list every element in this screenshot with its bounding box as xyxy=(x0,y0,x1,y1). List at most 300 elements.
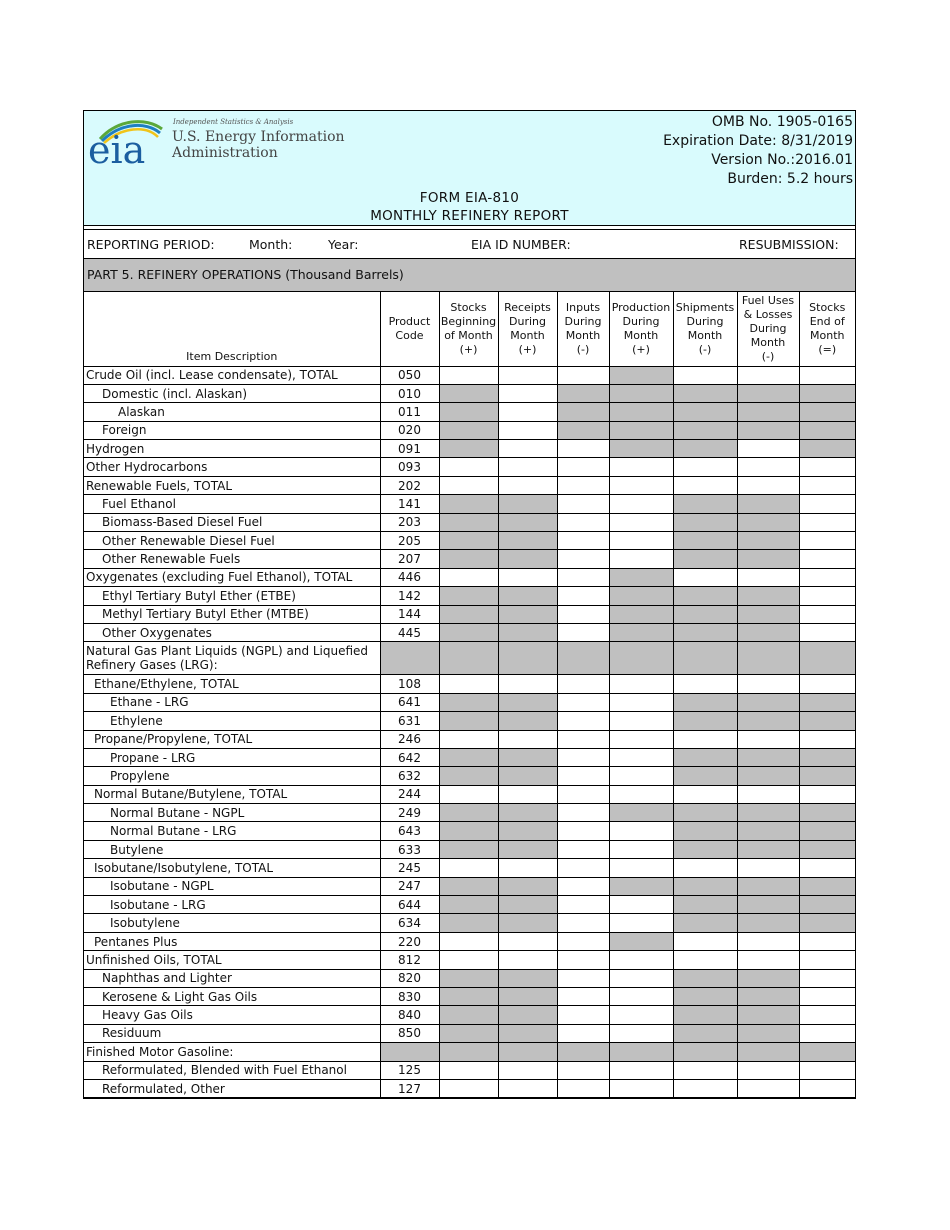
entry-cell[interactable] xyxy=(439,859,498,877)
entry-cell[interactable] xyxy=(498,951,557,969)
part-title-bar xyxy=(84,259,855,292)
item-description: Hydrogen xyxy=(84,440,380,458)
product-code: 011 xyxy=(380,403,439,421)
product-code: 205 xyxy=(380,532,439,550)
entry-cell[interactable] xyxy=(439,568,498,586)
entry-cell[interactable] xyxy=(557,458,609,476)
entry-cell[interactable] xyxy=(498,932,557,950)
table-row xyxy=(84,642,855,675)
entry-cell[interactable] xyxy=(557,532,609,550)
form-number: FORM EIA-810 xyxy=(419,190,520,206)
entry-cell[interactable] xyxy=(673,730,737,748)
entry-cell[interactable] xyxy=(557,767,609,785)
shaded-cell xyxy=(609,403,673,421)
entry-cell[interactable] xyxy=(557,513,609,531)
form-name: MONTHLY REFINERY REPORT xyxy=(370,208,569,224)
entry-cell[interactable] xyxy=(609,476,673,494)
entry-cell[interactable] xyxy=(439,730,498,748)
shaded-cell xyxy=(439,804,498,822)
entry-cell[interactable] xyxy=(557,859,609,877)
shaded-cell xyxy=(557,1043,609,1061)
shaded-cell xyxy=(673,642,737,675)
entry-cell[interactable] xyxy=(737,366,799,384)
shaded-cell xyxy=(609,440,673,458)
column-header-row xyxy=(84,292,855,366)
table-row xyxy=(84,1043,855,1061)
entry-cell[interactable] xyxy=(609,675,673,693)
entry-cell[interactable] xyxy=(498,568,557,586)
product-code: 644 xyxy=(380,896,439,914)
shaded-cell xyxy=(799,1043,855,1061)
year-field[interactable]: Year: xyxy=(328,237,359,252)
entry-cell[interactable] xyxy=(609,730,673,748)
table-row xyxy=(84,1061,855,1079)
entry-cell[interactable] xyxy=(673,476,737,494)
table-row xyxy=(84,840,855,858)
entry-cell[interactable] xyxy=(673,1079,737,1097)
item-description: Foreign xyxy=(84,421,380,439)
table-row xyxy=(84,859,855,877)
entry-cell[interactable] xyxy=(498,859,557,877)
shaded-cell xyxy=(673,712,737,730)
entry-cell[interactable] xyxy=(609,532,673,550)
entry-cell[interactable] xyxy=(737,458,799,476)
entry-cell[interactable] xyxy=(609,951,673,969)
entry-cell[interactable] xyxy=(609,988,673,1006)
shaded-cell xyxy=(439,1043,498,1061)
shaded-cell xyxy=(799,914,855,932)
entry-cell[interactable] xyxy=(673,951,737,969)
entry-cell[interactable] xyxy=(673,1061,737,1079)
entry-cell[interactable] xyxy=(557,730,609,748)
shaded-cell xyxy=(799,403,855,421)
entry-cell[interactable] xyxy=(799,1024,855,1042)
product-code: 247 xyxy=(380,877,439,895)
entry-cell[interactable] xyxy=(737,785,799,803)
entry-cell[interactable] xyxy=(737,675,799,693)
entry-cell[interactable] xyxy=(557,550,609,568)
shaded-cell xyxy=(609,587,673,605)
entry-cell[interactable] xyxy=(737,476,799,494)
resubmission-field[interactable]: RESUBMISSION: xyxy=(739,237,839,252)
shaded-cell xyxy=(498,587,557,605)
item-description: Naphthas and Lighter xyxy=(84,969,380,987)
entry-cell[interactable] xyxy=(609,859,673,877)
shaded-cell xyxy=(498,840,557,858)
table-row xyxy=(84,403,855,421)
entry-cell[interactable] xyxy=(737,1079,799,1097)
shaded-cell xyxy=(673,550,737,568)
column-header: Product Code xyxy=(380,292,439,366)
entry-cell[interactable] xyxy=(557,1024,609,1042)
entry-cell[interactable] xyxy=(557,366,609,384)
entry-cell[interactable] xyxy=(557,840,609,858)
entry-cell[interactable] xyxy=(609,712,673,730)
entry-cell[interactable] xyxy=(439,932,498,950)
svg-text:eia: eia xyxy=(88,128,146,172)
item-description: Normal Butane - LRG xyxy=(84,822,380,840)
entry-cell[interactable] xyxy=(498,403,557,421)
item-description: Biomass-Based Diesel Fuel xyxy=(84,513,380,531)
entry-cell[interactable] xyxy=(673,675,737,693)
shaded-cell xyxy=(673,840,737,858)
entry-cell[interactable] xyxy=(439,458,498,476)
table-row xyxy=(84,785,855,803)
entry-cell[interactable] xyxy=(799,458,855,476)
shaded-cell xyxy=(498,804,557,822)
entry-cell[interactable] xyxy=(557,712,609,730)
entry-cell[interactable] xyxy=(557,804,609,822)
table-row xyxy=(84,951,855,969)
product-code: 244 xyxy=(380,785,439,803)
product-code: 125 xyxy=(380,1061,439,1079)
column-header: Fuel Uses & Losses During Month (-) xyxy=(737,292,799,366)
shaded-cell xyxy=(673,1024,737,1042)
entry-cell[interactable] xyxy=(609,822,673,840)
shaded-cell xyxy=(673,421,737,439)
item-description: Methyl Tertiary Butyl Ether (MTBE) xyxy=(84,605,380,623)
shaded-cell xyxy=(609,366,673,384)
agency-name-line2: Administration xyxy=(172,145,278,161)
entry-cell[interactable] xyxy=(799,969,855,987)
entry-cell[interactable] xyxy=(737,932,799,950)
shaded-cell xyxy=(498,495,557,513)
entry-cell[interactable] xyxy=(609,1079,673,1097)
table-row xyxy=(84,623,855,641)
entry-cell[interactable] xyxy=(557,988,609,1006)
form-header xyxy=(84,111,855,226)
shaded-cell xyxy=(673,969,737,987)
shaded-cell xyxy=(439,712,498,730)
item-description: Renewable Fuels, TOTAL xyxy=(84,476,380,494)
entry-cell[interactable] xyxy=(557,896,609,914)
entry-cell[interactable] xyxy=(439,675,498,693)
product-code: 010 xyxy=(380,384,439,402)
entry-cell[interactable] xyxy=(609,550,673,568)
entry-cell[interactable] xyxy=(498,384,557,402)
entry-cell[interactable] xyxy=(609,896,673,914)
entry-cell[interactable] xyxy=(557,822,609,840)
shaded-cell xyxy=(737,877,799,895)
shaded-cell xyxy=(609,804,673,822)
shaded-cell xyxy=(673,988,737,1006)
entry-cell[interactable] xyxy=(557,568,609,586)
entry-cell[interactable] xyxy=(557,748,609,766)
table-row xyxy=(84,605,855,623)
entry-cell[interactable] xyxy=(799,675,855,693)
entry-cell[interactable] xyxy=(609,1061,673,1079)
table-row xyxy=(84,914,855,932)
entry-cell[interactable] xyxy=(557,877,609,895)
entry-cell[interactable] xyxy=(498,1079,557,1097)
entry-cell[interactable] xyxy=(609,767,673,785)
shaded-cell xyxy=(799,421,855,439)
entry-cell[interactable] xyxy=(498,1061,557,1079)
shaded-cell xyxy=(799,440,855,458)
entry-cell[interactable] xyxy=(799,1079,855,1097)
table-row xyxy=(84,513,855,531)
shaded-cell xyxy=(799,822,855,840)
entry-cell[interactable] xyxy=(557,440,609,458)
entry-cell[interactable] xyxy=(498,730,557,748)
shaded-cell xyxy=(737,532,799,550)
item-description: Ethylene xyxy=(84,712,380,730)
entry-cell[interactable] xyxy=(799,1061,855,1079)
item-description: Fuel Ethanol xyxy=(84,495,380,513)
entry-cell[interactable] xyxy=(498,421,557,439)
shaded-cell xyxy=(799,748,855,766)
table-row xyxy=(84,550,855,568)
table-row xyxy=(84,532,855,550)
entry-cell[interactable] xyxy=(799,568,855,586)
shaded-cell xyxy=(799,384,855,402)
item-description: Ethane - LRG xyxy=(84,693,380,711)
entry-cell[interactable] xyxy=(557,785,609,803)
entry-cell[interactable] xyxy=(557,1006,609,1024)
shaded-cell xyxy=(498,988,557,1006)
entry-cell[interactable] xyxy=(439,1079,498,1097)
product-code: 820 xyxy=(380,969,439,987)
item-description: Reformulated, Blended with Fuel Ethanol xyxy=(84,1061,380,1079)
item-description: Other Hydrocarbons xyxy=(84,458,380,476)
product-code: 142 xyxy=(380,587,439,605)
entry-cell[interactable] xyxy=(673,859,737,877)
expiration-date: Expiration Date: 8/31/2019 xyxy=(663,133,853,149)
entry-cell[interactable] xyxy=(799,1006,855,1024)
entry-cell[interactable] xyxy=(673,932,737,950)
table-row xyxy=(84,568,855,586)
entry-cell[interactable] xyxy=(498,785,557,803)
reporting-period-bar xyxy=(84,229,855,259)
entry-cell[interactable] xyxy=(609,785,673,803)
shaded-cell xyxy=(673,822,737,840)
shaded-cell xyxy=(799,642,855,675)
entry-cell[interactable] xyxy=(439,951,498,969)
entry-cell[interactable] xyxy=(498,458,557,476)
product-code: 141 xyxy=(380,495,439,513)
product-code: 091 xyxy=(380,440,439,458)
entry-cell[interactable] xyxy=(609,748,673,766)
shaded-cell xyxy=(737,513,799,531)
entry-cell[interactable] xyxy=(557,693,609,711)
entry-cell[interactable] xyxy=(799,587,855,605)
column-header: Item Description xyxy=(84,292,380,366)
item-description: Oxygenates (excluding Fuel Ethanol), TOTAL xyxy=(84,568,380,586)
product-code: 249 xyxy=(380,804,439,822)
entry-cell[interactable] xyxy=(609,840,673,858)
entry-cell[interactable] xyxy=(439,785,498,803)
shaded-cell xyxy=(439,877,498,895)
shaded-cell xyxy=(439,384,498,402)
item-description: Residuum xyxy=(84,1024,380,1042)
shaded-cell xyxy=(439,1006,498,1024)
entry-cell[interactable] xyxy=(498,440,557,458)
entry-cell[interactable] xyxy=(609,458,673,476)
item-description: Crude Oil (incl. Lease condensate), TOTAL xyxy=(84,366,380,384)
entry-cell[interactable] xyxy=(557,587,609,605)
entry-cell[interactable] xyxy=(799,785,855,803)
shaded-cell xyxy=(439,421,498,439)
shaded-cell xyxy=(737,550,799,568)
entry-cell[interactable] xyxy=(439,1061,498,1079)
entry-cell[interactable] xyxy=(557,951,609,969)
eia-id-field[interactable]: EIA ID NUMBER: xyxy=(471,237,571,252)
entry-cell[interactable] xyxy=(557,1079,609,1097)
shaded-cell xyxy=(498,532,557,550)
entry-cell[interactable] xyxy=(737,568,799,586)
entry-cell[interactable] xyxy=(557,623,609,641)
shaded-cell xyxy=(498,550,557,568)
entry-cell[interactable] xyxy=(498,366,557,384)
entry-cell[interactable] xyxy=(498,476,557,494)
entry-cell[interactable] xyxy=(673,568,737,586)
table-row xyxy=(84,675,855,693)
shaded-cell xyxy=(799,877,855,895)
shaded-cell xyxy=(737,421,799,439)
shaded-cell xyxy=(609,623,673,641)
entry-cell[interactable] xyxy=(557,969,609,987)
entry-cell[interactable] xyxy=(737,730,799,748)
shaded-cell xyxy=(737,1006,799,1024)
table-row xyxy=(84,384,855,402)
entry-cell[interactable] xyxy=(609,495,673,513)
entry-cell[interactable] xyxy=(557,914,609,932)
shaded-cell xyxy=(737,804,799,822)
column-header: Stocks End of Month (=) xyxy=(799,292,855,366)
column-header: Receipts During Month (+) xyxy=(498,292,557,366)
product-code: 207 xyxy=(380,550,439,568)
shaded-cell xyxy=(673,587,737,605)
entry-cell[interactable] xyxy=(673,785,737,803)
entry-cell[interactable] xyxy=(799,988,855,1006)
entry-cell[interactable] xyxy=(737,1061,799,1079)
column-header: Inputs During Month (-) xyxy=(557,292,609,366)
table-row xyxy=(84,969,855,987)
entry-cell[interactable] xyxy=(799,532,855,550)
product-code: 445 xyxy=(380,623,439,641)
item-description: Domestic (incl. Alaskan) xyxy=(84,384,380,402)
shaded-cell xyxy=(439,495,498,513)
table-row xyxy=(84,730,855,748)
entry-cell[interactable] xyxy=(439,366,498,384)
shaded-cell xyxy=(799,712,855,730)
product-code: 127 xyxy=(380,1079,439,1097)
item-description: Ethane/Ethylene, TOTAL xyxy=(84,675,380,693)
table-row xyxy=(84,440,855,458)
entry-cell[interactable] xyxy=(609,1006,673,1024)
product-code: 633 xyxy=(380,840,439,858)
product-code: 093 xyxy=(380,458,439,476)
shaded-cell xyxy=(439,1024,498,1042)
shaded-cell xyxy=(737,748,799,766)
shaded-cell xyxy=(673,896,737,914)
shaded-cell xyxy=(609,932,673,950)
shaded-cell xyxy=(737,495,799,513)
shaded-cell xyxy=(673,1006,737,1024)
shaded-cell xyxy=(799,896,855,914)
shaded-cell xyxy=(673,532,737,550)
omb-info xyxy=(663,113,853,189)
entry-cell[interactable] xyxy=(609,914,673,932)
shaded-cell xyxy=(737,605,799,623)
entry-cell[interactable] xyxy=(737,951,799,969)
entry-cell[interactable] xyxy=(799,476,855,494)
entry-cell[interactable] xyxy=(799,730,855,748)
table-row xyxy=(84,804,855,822)
product-code: 830 xyxy=(380,988,439,1006)
entry-cell[interactable] xyxy=(439,476,498,494)
entry-cell[interactable] xyxy=(673,458,737,476)
item-description: Kerosene & Light Gas Oils xyxy=(84,988,380,1006)
entry-cell[interactable] xyxy=(557,675,609,693)
entry-cell[interactable] xyxy=(557,1061,609,1079)
entry-cell[interactable] xyxy=(673,366,737,384)
shaded-cell xyxy=(498,1043,557,1061)
shaded-cell xyxy=(609,605,673,623)
entry-cell[interactable] xyxy=(557,932,609,950)
entry-cell[interactable] xyxy=(799,859,855,877)
shaded-cell xyxy=(673,1043,737,1061)
shaded-cell xyxy=(439,587,498,605)
entry-cell[interactable] xyxy=(557,476,609,494)
entry-cell[interactable] xyxy=(609,693,673,711)
product-code: 203 xyxy=(380,513,439,531)
entry-cell[interactable] xyxy=(737,859,799,877)
burden-hours: Burden: 5.2 hours xyxy=(727,171,853,187)
refinery-operations-table xyxy=(84,292,855,1098)
entry-cell[interactable] xyxy=(799,623,855,641)
entry-cell[interactable] xyxy=(799,932,855,950)
entry-cell[interactable] xyxy=(799,951,855,969)
item-description: Propane - LRG xyxy=(84,748,380,766)
entry-cell[interactable] xyxy=(799,513,855,531)
entry-cell[interactable] xyxy=(609,513,673,531)
shaded-cell xyxy=(673,495,737,513)
entry-cell[interactable] xyxy=(799,605,855,623)
shaded-cell xyxy=(498,877,557,895)
entry-cell[interactable] xyxy=(609,969,673,987)
omb-number: OMB No. 1905-0165 xyxy=(711,114,853,130)
product-code: 446 xyxy=(380,568,439,586)
item-description: Finished Motor Gasoline: xyxy=(84,1043,380,1061)
table-row xyxy=(84,877,855,895)
entry-cell[interactable] xyxy=(557,605,609,623)
entry-cell[interactable] xyxy=(609,1024,673,1042)
product-code: 850 xyxy=(380,1024,439,1042)
shaded-cell xyxy=(498,513,557,531)
entry-cell[interactable] xyxy=(799,366,855,384)
item-description: Other Renewable Diesel Fuel xyxy=(84,532,380,550)
shaded-cell xyxy=(498,896,557,914)
product-code: 020 xyxy=(380,421,439,439)
entry-cell[interactable] xyxy=(498,675,557,693)
item-description: Isobutane - LRG xyxy=(84,896,380,914)
shaded-cell xyxy=(737,1024,799,1042)
month-field[interactable]: Month: xyxy=(249,237,293,252)
product-code: 642 xyxy=(380,748,439,766)
entry-cell[interactable] xyxy=(799,550,855,568)
logo-tagline: Independent Statistics & Analysis xyxy=(173,118,294,126)
entry-cell[interactable] xyxy=(737,440,799,458)
table-row xyxy=(84,495,855,513)
shaded-cell xyxy=(673,693,737,711)
item-description: Isobutane - NGPL xyxy=(84,877,380,895)
entry-cell[interactable] xyxy=(557,495,609,513)
entry-cell[interactable] xyxy=(799,495,855,513)
shaded-cell xyxy=(439,550,498,568)
shaded-cell xyxy=(673,513,737,531)
item-description: Other Renewable Fuels xyxy=(84,550,380,568)
